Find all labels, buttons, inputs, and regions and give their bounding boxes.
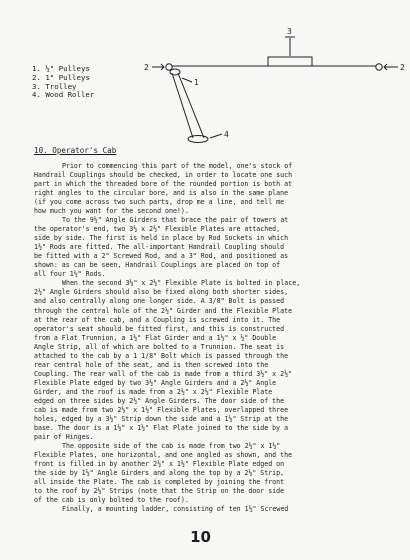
- page-number: 10: [190, 528, 211, 546]
- text-line: through the central hole of the 2½" Girder and the Flexible Plate: [34, 306, 293, 315]
- text-line: 1½" Rods are fitted. The all-important Handrail Coupling should: [34, 243, 285, 252]
- text-line: and also centrally along one longer side. A 3/8" Bolt is passed: [34, 297, 285, 306]
- text-line: shown: as can be seen, Handrail Couplings are placed on top of: [34, 261, 281, 270]
- legend-item: 3. Trolley: [32, 81, 77, 91]
- text-line: attached to the cab by a 1 1/8" Bolt which is passed through the: [34, 351, 289, 360]
- text-line: pair of Hinges.: [34, 432, 94, 441]
- cable-line: [172, 73, 193, 138]
- section-title: 10. Operator's Cab: [34, 146, 117, 155]
- text-line: Prior to commencing this part of the model, one's stock of: [62, 162, 293, 170]
- trolley-block: [268, 57, 312, 66]
- text-line: to the roof by 2½" Strips (note that the Strip on the door side: [34, 487, 285, 496]
- text-line: the operator's end, two 3½ x 2½" Flexible Plates are attached,: [34, 225, 281, 234]
- text-line: Girder, and the roof is made from a 2½" x 2½" Flexible Plate: [34, 387, 273, 396]
- text-line: Coupling. The rear wall of the cab is made from a third 3½" x 2½": [34, 369, 293, 378]
- text-line: To the 9½" Angle Girders that brace the pair of towers at: [62, 216, 289, 225]
- text-line: at the rear of the cab, and a Coupling is screwed into it. The: [34, 315, 281, 324]
- text-line: edged on three sides by 2½" Angle Girders. The door side of the: [34, 396, 285, 405]
- text-line: side by side. The first is held in place by Rod Sockets in which: [34, 234, 289, 243]
- cable-line: [178, 73, 204, 138]
- text-line: from a Flat Trunnion, a 1½" Flat Girder and a 1½" x ½" Double: [34, 333, 277, 342]
- diagram-label-left: 2: [144, 63, 149, 72]
- end-pulley-right: [376, 64, 382, 70]
- text-line: Finally, a mounting ladder, consisting of ten 1½" Screwed: [62, 505, 289, 514]
- diagram-legend: [32, 65, 94, 100]
- text-line: front is filled in by another 2½" x 1½" Flexible Plate edged on: [34, 460, 285, 469]
- text-line: all inside the Plate. The cab is completed by joining the front: [34, 478, 285, 487]
- text-line: part in which the threaded bore of the rounded portion is both at: [34, 180, 293, 189]
- text-line: cab is made from two 2½" x 1½" Flexible Plates, overlapped three: [34, 405, 289, 414]
- legend-item: 2. 1" Pulleys: [32, 72, 90, 82]
- text-line: the side by 1½" Angle Girders and along the top by a 2½" Strip,: [34, 469, 285, 478]
- legend-item: 1. ½" Pulleys: [32, 64, 90, 73]
- text-line: 2½" Angle Girders should also be fixed along both shorter sides,: [34, 288, 289, 297]
- pulley-diagram: [120, 22, 410, 142]
- diagram-label-trolley: 3: [287, 27, 292, 36]
- body-text: [34, 162, 384, 514]
- wood-roller: [188, 136, 208, 143]
- diagram-label-roller: 4: [224, 130, 229, 139]
- diagram-label-right: 2: [400, 63, 405, 72]
- end-pulley-left: [166, 64, 172, 70]
- text-line: Flexible Plate edged by two 3½" Angle Girders and a 2½" Angle: [34, 378, 277, 387]
- text-line: Handrail Couplings should be checked, in order to locate one such: [34, 171, 293, 180]
- text-line: be fitted with a 2" Screwed Rod, and a 3" Rod, and positioned as: [34, 252, 289, 261]
- text-line: right angles to the circular bore, and is also in the same plane: [34, 189, 289, 198]
- text-line: operator's seat should be fitted first, and this is constructed: [34, 324, 285, 333]
- text-line: (if you come across two such parts, drop me a line, and tell me: [34, 198, 285, 207]
- small-pulley: [170, 69, 180, 75]
- text-line: all four 1½" Rods.: [34, 270, 106, 279]
- text-line: Flexible Plates, one horizontal, and one angled as shown, and the: [34, 451, 293, 459]
- text-line: Angle Strip, all of which are bolted to a Trunnion. The seat is: [34, 342, 285, 351]
- text-line: base. The door is a 1½" x 1½" Flat Plate joined to the side by a: [34, 423, 289, 432]
- text-line: The opposite side of the cab is made from two 2½" x 1½": [62, 441, 281, 450]
- text-line: holes, edged by a 3½" Strip down the side and a 1½" Strip at the: [34, 414, 289, 423]
- legend-item: 4. Wood Roller: [32, 90, 95, 100]
- diagram-label-pulley: 1: [194, 78, 199, 87]
- text-line: how much you want for the second one!).: [34, 207, 189, 216]
- text-line: When the second 3½" x 2½" Flexible Plate is bolted in place,: [62, 279, 301, 288]
- text-line: rear central hole of the seat, and is then screwed into the: [34, 360, 269, 369]
- text-line: of the cab is only bolted to the roof).: [34, 496, 189, 505]
